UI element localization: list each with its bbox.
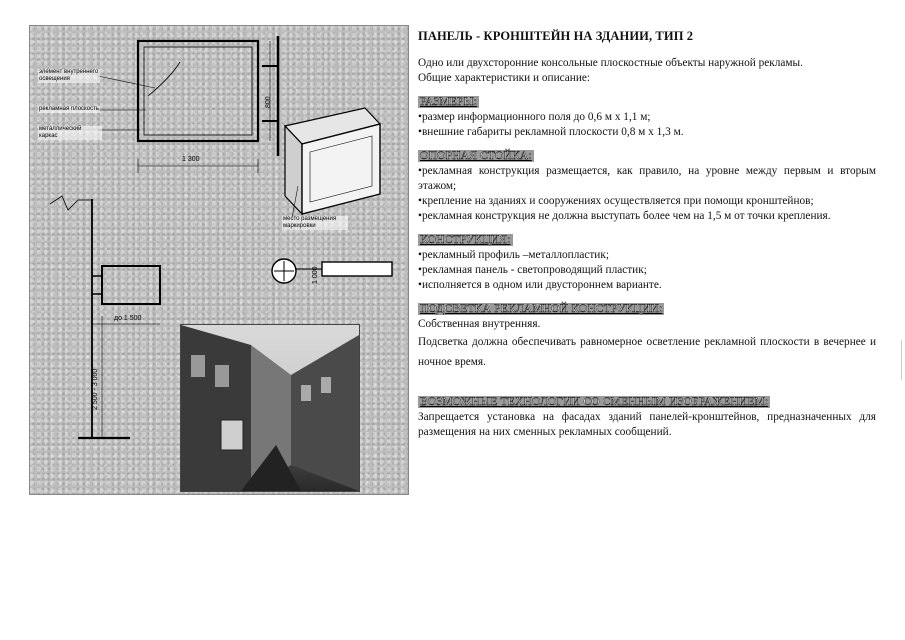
- callout-ad-surface: рекламная плоскость: [39, 106, 99, 112]
- break-line: [50, 196, 92, 210]
- section-support: [418, 140, 876, 224]
- dimension-offset: до 1 500: [114, 315, 142, 322]
- section-line: •крепление на зданиях и сооружениях осуществляется при помощи кронштейнов;: [418, 195, 814, 207]
- front-view-field: [144, 47, 252, 135]
- dimension-elevation: 2 500 - 3 000: [92, 368, 99, 410]
- section-line: •внешние габариты рекламной плоскости 0,8 м х 1,3 м.: [418, 126, 684, 138]
- intro-line-2: Общие характеристики и описание:: [418, 72, 591, 84]
- section-lighting: [418, 293, 876, 372]
- section-sizes: [418, 86, 876, 140]
- section-heading: ПОДСВЕТКА РЕКЛАМНОЙ КОНСТРУКЦИИ:: [420, 303, 663, 315]
- section-heading: КОНСТРУКЦИЯ:: [420, 234, 511, 246]
- section-line: •рекламная панель - светопроводящий пластик;: [418, 264, 647, 276]
- section-line: •исполняется в одном или двустороннем варианте.: [418, 279, 662, 291]
- section-line: •рекламная конструкция размещается, как правило, на уровне между первым и вторым этажом;: [418, 165, 876, 192]
- dimension-width: 1 300: [182, 156, 200, 163]
- side-panel: [102, 266, 160, 304]
- section-line: Запрещается установка на фасадах зданий панелей-кронштейнов, предназначенных для размещения на них сменных рекламных сообщений.: [418, 411, 876, 438]
- text-column: [418, 25, 876, 440]
- section-heading: ОПОРНАЯ СТОЙКА:: [420, 150, 532, 162]
- dimension-height: 800: [265, 96, 272, 108]
- edge-mark: [901, 340, 902, 380]
- front-view-frame: [138, 41, 258, 141]
- section-heading: РАЗМЕРЫ:: [420, 96, 478, 108]
- drawing-panel: [29, 25, 409, 495]
- section-construction: [418, 224, 876, 293]
- callout-light-element: элемент внутреннего освещения: [39, 69, 99, 82]
- section-line: •рекламная конструкция не должна выступать более чем на 1,5 м от точки крепления.: [418, 210, 831, 222]
- plan-panel: [322, 262, 392, 276]
- callout-marking: место размещения маркировки: [282, 216, 348, 230]
- page-title: ПАНЕЛЬ - КРОНШТЕЙН НА ЗДАНИИ, ТИП 2: [418, 29, 694, 43]
- dimension-height-2: 1 000: [312, 266, 319, 284]
- section-technologies: [418, 386, 876, 440]
- section-line: Подсветка должна обеспечивать равномерное осветление рекламной плоскости в вечернее и ночное время.: [418, 336, 876, 368]
- section-line: •размер информационного поля до 0,6 м х 1,1 м;: [418, 111, 651, 123]
- light-element: [148, 62, 180, 96]
- intro-line-1: Одно или двухсторонние консольные плоскостные объекты наружной рекламы.: [418, 57, 803, 69]
- street-photo: [180, 324, 360, 492]
- section-line: Собственная внутренняя.: [418, 318, 541, 330]
- section-line: •рекламный профиль –металлопластик;: [418, 249, 609, 261]
- section-heading: ВОЗМОЖНЫЕ ТЕХНОЛОГИИ СО СМЕННЫМ ИЗОБРАЖЕНИЕМ:: [420, 396, 769, 408]
- callout-metal-frame: металлический каркас: [38, 126, 102, 140]
